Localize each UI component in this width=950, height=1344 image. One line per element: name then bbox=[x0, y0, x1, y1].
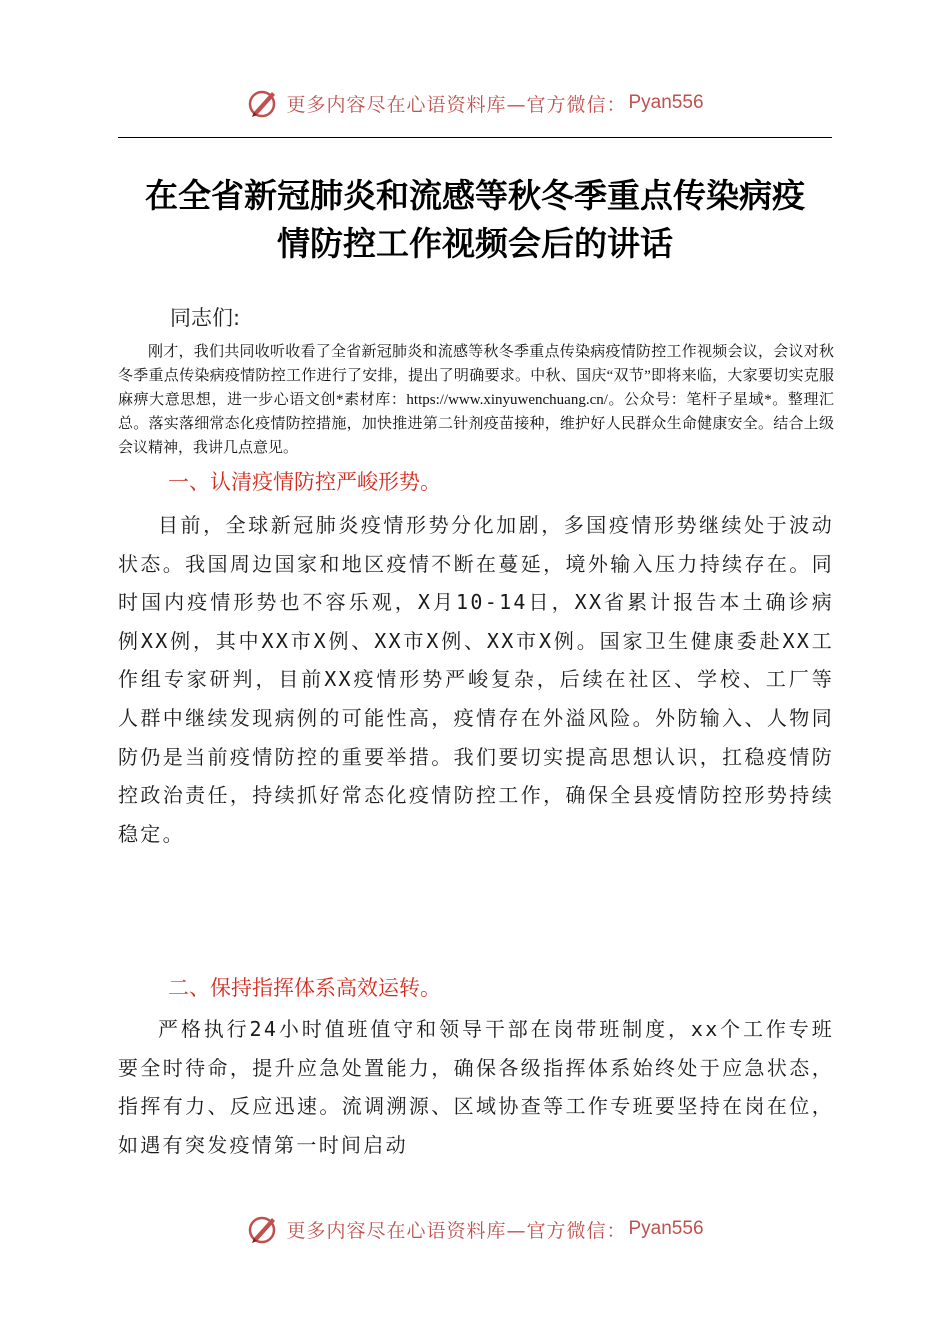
salutation: 同志们: bbox=[170, 306, 241, 330]
banner-brand-text: 更多内容尽在心语资料库—官方微信： bbox=[286, 93, 627, 116]
section-body-2: 严格执行24小时值班值守和领导干部在岗带班制度，xx个工作专班要全时待命，提升应急处置能力，确保各级指挥体系始终处于应急状态，指挥有力、反应迅速。流调溯源、区域协查等工作专班要坚持在岗在位，如遇有突发疫情第一时间启动 bbox=[118, 1017, 834, 1157]
section-heading-1: 一、认清疫情防控严峻形势。 bbox=[168, 470, 441, 494]
header-banner bbox=[0, 86, 950, 120]
intro-paragraph: 刚才，我们共同收听收看了全省新冠肺炎和流感等秋冬季重点传染病疫情防控工作视频会议，会议对秋冬季重点传染病疫情防控工作进行了安排，提出了明确要求。中秋、国庆“双节”即将来临，大家要切实克服麻痹大意思想，进一步心语文创*素材库：https://www.xinyuwenchuang.cn/。公众号：笔杆子星域*。整理汇总。落实落细常态化疫情防控措施，加快推进第二针剂疫苗接种，维护好人民群众生命健康安全。结合上级会议精神，我讲几点意见。 bbox=[118, 344, 834, 456]
pen-logo-icon bbox=[246, 86, 280, 120]
document-title bbox=[100, 172, 850, 268]
banner-wechat-handle: Pyan556 bbox=[628, 1218, 704, 1239]
banner-brand-text: 更多内容尽在心语资料库—官方微信： bbox=[286, 1219, 627, 1242]
title-line-1: 在全省新冠肺炎和流感等秋冬季重点传染病疫 bbox=[145, 176, 805, 215]
banner-wechat-handle: Pyan556 bbox=[628, 92, 704, 113]
section-body-1: 目前，全球新冠肺炎疫情形势分化加剧，多国疫情形势继续处于波动状态。我国周边国家和地区疫情不断在蔓延，境外输入压力持续存在。同时国内疫情形势也不容乐观，X月10-14日，XX省累计报告本土确诊病例XX例，其中XX市X例、XX市X例、XX市X例。国家卫生健康委赴XX工作组专家研判，目前XX疫情形势严峻复杂，后续在社区、学校、工厂等人群中继续发现病例的可能性高，疫情存在外溢风险。外防输入、人物同防仍是当前疫情防控的重要举措。我们要切实提高思想认识，扛稳疫情防控政治责任，持续抓好常态化疫情防控工作，确保全县疫情防控形势持续稳定。 bbox=[118, 513, 834, 846]
pen-logo-icon bbox=[246, 1212, 280, 1246]
footer-banner bbox=[0, 1212, 950, 1246]
header-divider bbox=[118, 137, 832, 138]
title-line-2: 情防控工作视频会后的讲话 bbox=[277, 224, 673, 263]
section-heading-2: 二、保持指挥体系高效运转。 bbox=[168, 976, 441, 1000]
